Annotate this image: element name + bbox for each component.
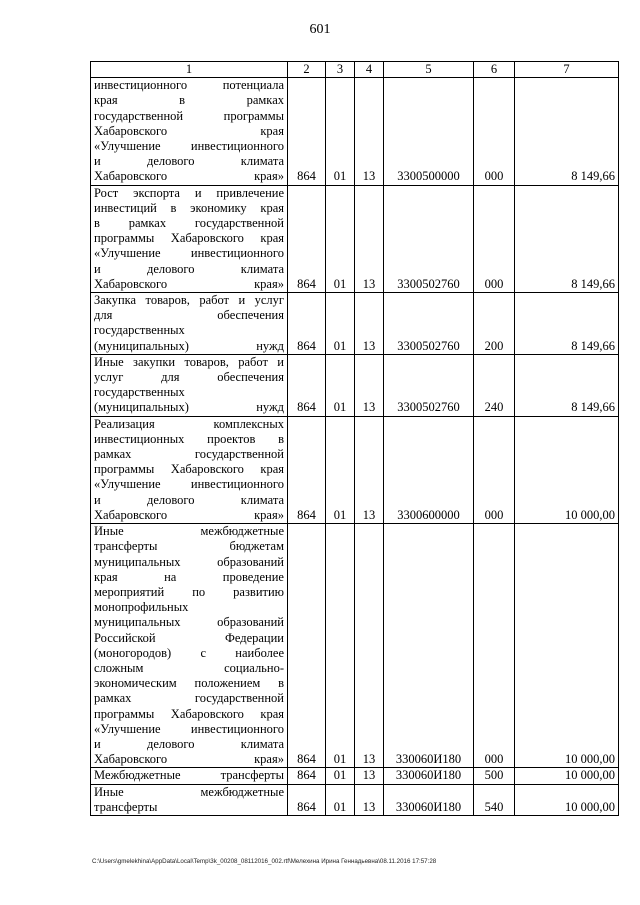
cell-expense-type: 000 bbox=[474, 78, 515, 185]
cell-subsection: 13 bbox=[355, 784, 384, 815]
table-row bbox=[91, 185, 619, 292]
description-line: и делового климата bbox=[94, 261, 284, 276]
description-line: «Улучшение инвестиционного bbox=[94, 721, 284, 736]
description-line: (муниципальных) нужд bbox=[94, 338, 284, 353]
cell-subsection: 13 bbox=[355, 524, 384, 768]
header-col-4: 4 bbox=[355, 62, 384, 78]
cell-amount: 8 149,66 bbox=[515, 185, 619, 292]
description-line: Иные межбюджетные bbox=[94, 524, 284, 539]
description-line: Иные закупки товаров, работ и bbox=[94, 354, 284, 369]
description-line: государственных bbox=[94, 323, 185, 338]
row-description bbox=[91, 524, 288, 768]
cell-target-article: 330060И180 bbox=[384, 768, 474, 784]
cell-section: 01 bbox=[326, 416, 355, 523]
cell-expense-type: 500 bbox=[474, 768, 515, 784]
cell-grbs: 864 bbox=[288, 524, 326, 768]
cell-subsection: 13 bbox=[355, 768, 384, 784]
description-line: инвестиций в экономику края bbox=[94, 200, 284, 215]
description-line: Российской Федерации bbox=[94, 630, 284, 645]
cell-amount: 8 149,66 bbox=[515, 293, 619, 355]
cell-amount: 10 000,00 bbox=[515, 768, 619, 784]
table-header-row bbox=[91, 62, 619, 78]
description-line: государственной программы bbox=[94, 108, 284, 123]
cell-amount: 8 149,66 bbox=[515, 354, 619, 416]
description-line: трансферты бюджетам bbox=[94, 539, 284, 554]
description-line: «Улучшение инвестиционного bbox=[94, 246, 284, 261]
description-line: и делового климата bbox=[94, 492, 284, 507]
description-line: Иные межбюджетные bbox=[94, 784, 284, 799]
header-col-6: 6 bbox=[474, 62, 515, 78]
header-col-2: 2 bbox=[288, 62, 326, 78]
description-line: Хабаровского края» bbox=[94, 752, 284, 767]
table-row bbox=[91, 784, 619, 815]
description-line: программы Хабаровского края bbox=[94, 706, 284, 721]
cell-grbs: 864 bbox=[288, 784, 326, 815]
description-line: муниципальных образований bbox=[94, 554, 284, 569]
budget-table bbox=[90, 61, 619, 816]
row-description bbox=[91, 78, 288, 185]
description-line: Хабаровского края» bbox=[94, 169, 284, 184]
header-col-1: 1 bbox=[91, 62, 288, 78]
cell-target-article: 330060И180 bbox=[384, 784, 474, 815]
cell-amount: 10 000,00 bbox=[515, 524, 619, 768]
description-line: Хабаровского края bbox=[94, 123, 284, 138]
cell-amount: 10 000,00 bbox=[515, 784, 619, 815]
cell-subsection: 13 bbox=[355, 354, 384, 416]
description-line: Хабаровского края» bbox=[94, 507, 284, 522]
cell-section: 01 bbox=[326, 78, 355, 185]
cell-amount: 8 149,66 bbox=[515, 78, 619, 185]
cell-grbs: 864 bbox=[288, 768, 326, 784]
cell-section: 01 bbox=[326, 784, 355, 815]
cell-grbs: 864 bbox=[288, 78, 326, 185]
header-col-7: 7 bbox=[515, 62, 619, 78]
cell-section: 01 bbox=[326, 768, 355, 784]
description-line: сложным социально- bbox=[94, 660, 284, 675]
cell-target-article: 3300502760 bbox=[384, 185, 474, 292]
description-line: Хабаровского края» bbox=[94, 276, 284, 291]
description-line: «Улучшение инвестиционного bbox=[94, 139, 284, 154]
description-line: монопрофильных bbox=[94, 600, 189, 615]
description-line: мероприятий по развитию bbox=[94, 584, 284, 599]
cell-subsection: 13 bbox=[355, 185, 384, 292]
row-description bbox=[91, 768, 288, 784]
description-line: Закупка товаров, работ и услуг bbox=[94, 293, 284, 308]
row-description bbox=[91, 416, 288, 523]
table-row bbox=[91, 768, 619, 784]
cell-grbs: 864 bbox=[288, 416, 326, 523]
description-line: Рост экспорта и привлечение bbox=[94, 185, 284, 200]
description-line: программы Хабаровского края bbox=[94, 462, 284, 477]
row-description bbox=[91, 185, 288, 292]
cell-target-article: 3300502760 bbox=[384, 293, 474, 355]
description-line: и делового климата bbox=[94, 154, 284, 169]
cell-section: 01 bbox=[326, 185, 355, 292]
header-col-3: 3 bbox=[326, 62, 355, 78]
cell-grbs: 864 bbox=[288, 354, 326, 416]
table-row bbox=[91, 78, 619, 185]
description-line: услуг для обеспечения bbox=[94, 370, 284, 385]
description-line: «Улучшение инвестиционного bbox=[94, 477, 284, 492]
description-line: Межбюджетные трансферты bbox=[94, 768, 284, 783]
table-row bbox=[91, 416, 619, 523]
description-line: (моногородов) с наиболее bbox=[94, 645, 284, 660]
description-line: инвестиционных проектов в bbox=[94, 431, 284, 446]
cell-expense-type: 000 bbox=[474, 524, 515, 768]
cell-target-article: 330060И180 bbox=[384, 524, 474, 768]
header-col-5: 5 bbox=[384, 62, 474, 78]
table-row bbox=[91, 524, 619, 768]
description-line: государственных bbox=[94, 385, 185, 400]
row-description bbox=[91, 293, 288, 355]
cell-section: 01 bbox=[326, 354, 355, 416]
page-number: 601 bbox=[309, 22, 331, 37]
cell-expense-type: 000 bbox=[474, 185, 515, 292]
description-line: программы Хабаровского края bbox=[94, 231, 284, 246]
cell-section: 01 bbox=[326, 293, 355, 355]
cell-expense-type: 000 bbox=[474, 416, 515, 523]
cell-section: 01 bbox=[326, 524, 355, 768]
description-line: рамках государственной bbox=[94, 447, 284, 462]
description-line: Реализация комплексных bbox=[94, 416, 284, 431]
row-description bbox=[91, 354, 288, 416]
file-path-footer: C:\Users\gmelekhina\AppData\Local\Temp\3k_00208_08112016_002.rtf\Мелехина Ирина Геннадьевна\08.11.2016 17:57:28 bbox=[92, 858, 437, 865]
description-line: края в рамках bbox=[94, 93, 284, 108]
cell-subsection: 13 bbox=[355, 78, 384, 185]
cell-expense-type: 200 bbox=[474, 293, 515, 355]
description-line: муниципальных образований bbox=[94, 615, 284, 630]
cell-target-article: 3300500000 bbox=[384, 78, 474, 185]
cell-expense-type: 240 bbox=[474, 354, 515, 416]
cell-target-article: 3300502760 bbox=[384, 354, 474, 416]
description-line: края на проведение bbox=[94, 569, 284, 584]
cell-amount: 10 000,00 bbox=[515, 416, 619, 523]
cell-subsection: 13 bbox=[355, 293, 384, 355]
table-row bbox=[91, 293, 619, 355]
description-line: для обеспечения bbox=[94, 308, 284, 323]
cell-subsection: 13 bbox=[355, 416, 384, 523]
cell-expense-type: 540 bbox=[474, 784, 515, 815]
description-line: и делового климата bbox=[94, 736, 284, 751]
table-row bbox=[91, 354, 619, 416]
cell-grbs: 864 bbox=[288, 293, 326, 355]
table-body bbox=[91, 78, 619, 816]
cell-target-article: 3300600000 bbox=[384, 416, 474, 523]
description-line: экономическим положением в bbox=[94, 676, 284, 691]
cell-grbs: 864 bbox=[288, 185, 326, 292]
description-line: (муниципальных) нужд bbox=[94, 400, 284, 415]
description-line: в рамках государственной bbox=[94, 216, 284, 231]
description-line: трансферты bbox=[94, 799, 158, 814]
description-line: инвестиционного потенциала bbox=[94, 78, 284, 93]
description-line: рамках государственной bbox=[94, 691, 284, 706]
row-description bbox=[91, 784, 288, 815]
